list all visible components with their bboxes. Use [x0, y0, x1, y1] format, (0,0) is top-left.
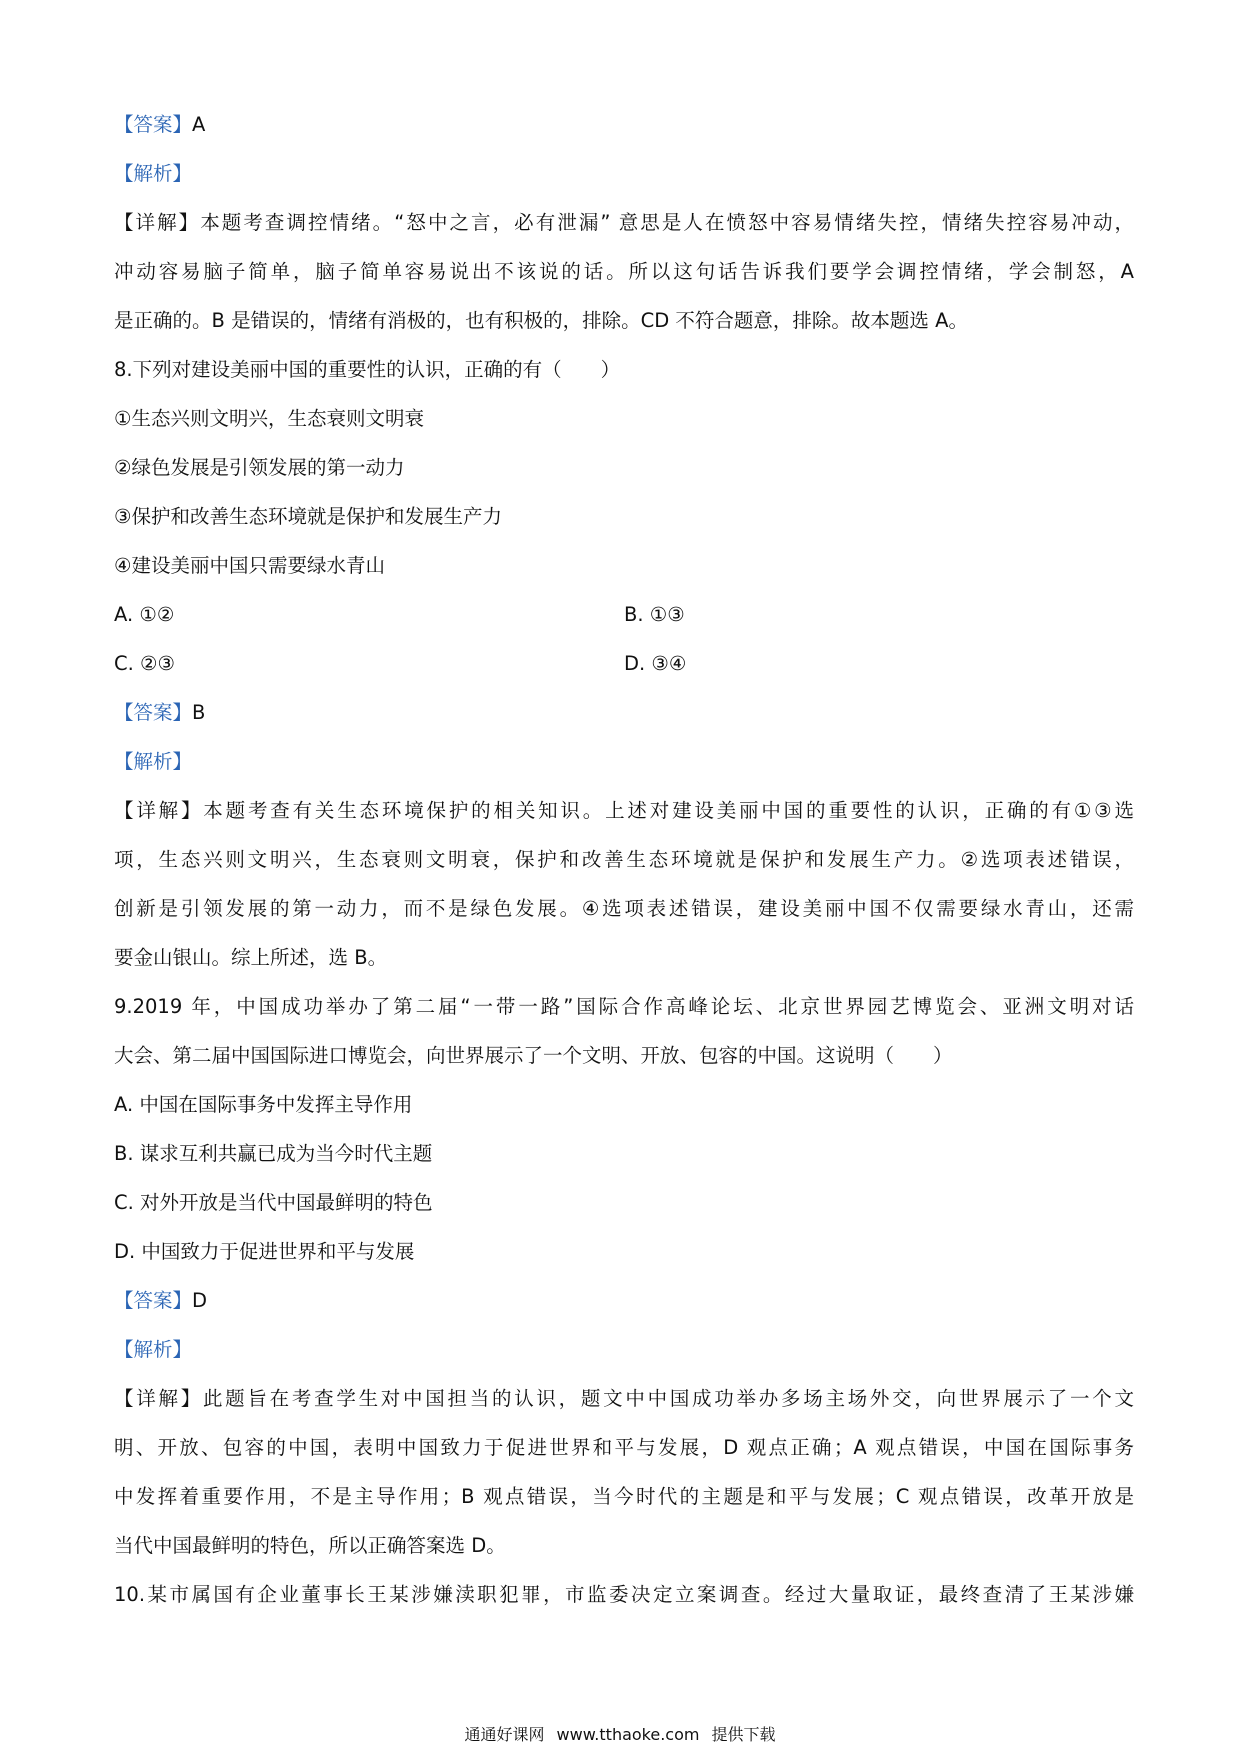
- q9-analysis: [114, 1325, 1134, 1374]
- q7-detail-line: 是正确的。B 是错误的，情绪有消极的，也有积极的，排除。CD 不符合题意，排除。故本题选 A。: [114, 309, 968, 332]
- page-footer: [0, 1722, 1240, 1745]
- analysis-tag: 【解析】: [114, 162, 193, 185]
- q9-stem-line: 大会、第二届中国国际进口博览会，向世界展示了一个文明、开放、包容的中国。这说明（ ）: [114, 1044, 953, 1067]
- q8-detail-line: [114, 786, 1134, 835]
- q7-detail-line: 冲动容易脑子简单，脑子简单容易说出不该说的话。所以这句话告诉我们要学会调控情绪，学会制怒，A: [114, 260, 1134, 283]
- q8-detail-line: 项，生态兴则文明兴，生态衰则文明衰，保护和改善生态环境就是保护和发展生产力。②选项表述错误，: [114, 848, 1134, 871]
- q9-option-d: D. 中国致力于促进世界和平与发展: [114, 1240, 415, 1263]
- footer-site-name: 通通好课网: [464, 1725, 545, 1744]
- document-body: [114, 100, 1134, 1619]
- answer-value: D: [192, 1289, 208, 1312]
- q8-statement: ④建设美丽中国只需要绿水青山: [114, 554, 385, 577]
- q9-option-b: B. 谋求互利共赢已成为当今时代主题: [114, 1142, 433, 1165]
- q8-detail-line: 要金山银山。综上所述，选 B。: [114, 946, 388, 969]
- q8-detail-line: 创新是引领发展的第一动力，而不是绿色发展。④选项表述错误，建设美丽中国不仅需要绿水青山，还需: [114, 897, 1134, 920]
- analysis-tag: 【解析】: [114, 750, 193, 773]
- answer-tag: 【答案】: [114, 701, 193, 724]
- q8-option-a: A. ①②: [114, 603, 175, 626]
- detail-tag: 【详解】: [114, 211, 201, 234]
- q8-statement: ①生态兴则文明兴，生态衰则文明衰: [114, 407, 424, 430]
- detail-tag: 【详解】: [114, 799, 204, 822]
- q9-detail-line: 明、开放、包容的中国，表明中国致力于促进世界和平与发展，D 观点正确；A 观点错误，中国在国际事务: [114, 1436, 1134, 1459]
- q8-analysis: [114, 737, 1134, 786]
- q8-option-d: D. ③④: [624, 652, 687, 675]
- q10-stem-line: 10.某市属国有企业董事长王某涉嫌渎职犯罪，市监委决定立案调查。经过大量取证，最终查清了王某涉嫌: [114, 1583, 1134, 1606]
- detail-text: 本题考查有关生态环境保护的相关知识。上述对建设美丽中国的重要性的认识，正确的有①③选: [203, 799, 1134, 822]
- detail-tag: 【详解】: [114, 1387, 203, 1410]
- q8-answer: [114, 688, 1134, 737]
- q9-detail-line: 当代中国最鲜明的特色，所以正确答案选 D。: [114, 1534, 506, 1557]
- q8-option-c: C. ②③: [114, 652, 175, 675]
- q9-option-c: C. 对外开放是当代中国最鲜明的特色: [114, 1191, 433, 1214]
- detail-text: 本题考查调控情绪。“怒中之言，必有泄漏” 意思是人在愤怒中容易情绪失控，情绪失控容易冲动，: [200, 211, 1134, 234]
- answer-value: B: [192, 701, 206, 724]
- answer-value: A: [192, 113, 206, 136]
- q8-stem: 8.下列对建设美丽中国的重要性的认识，正确的有（ ）: [114, 358, 621, 381]
- q9-detail-line: [114, 1374, 1134, 1423]
- footer-url[interactable]: www.tthaoke.com: [556, 1725, 700, 1744]
- q7-analysis: [114, 149, 1134, 198]
- q9-answer: [114, 1276, 1134, 1325]
- q8-statement: ③保护和改善生态环境就是保护和发展生产力: [114, 505, 502, 528]
- q7-detail-line: [114, 198, 1134, 247]
- q8-option-b: B. ①③: [624, 603, 685, 626]
- answer-tag: 【答案】: [114, 113, 193, 136]
- q9-option-a: A. 中国在国际事务中发挥主导作用: [114, 1093, 413, 1116]
- analysis-tag: 【解析】: [114, 1338, 193, 1361]
- q8-statement: ②绿色发展是引领发展的第一动力: [114, 456, 405, 479]
- q8-options-row: [114, 639, 1134, 688]
- q8-options-row: [114, 590, 1134, 639]
- q7-answer: [114, 100, 1134, 149]
- q9-stem-line: 9.2019 年，中国成功举办了第二届“一带一路”国际合作高峰论坛、北京世界园艺博览会、亚洲文明对话: [114, 995, 1134, 1018]
- footer-note: 提供下载: [711, 1725, 776, 1744]
- answer-tag: 【答案】: [114, 1289, 193, 1312]
- q9-detail-line: 中发挥着重要作用，不是主导作用；B 观点错误，当今时代的主题是和平与发展；C 观点错误，改革开放是: [114, 1485, 1134, 1508]
- detail-text: 此题旨在考查学生对中国担当的认识，题文中中国成功举办多场主场外交，向世界展示了一个文: [202, 1387, 1134, 1410]
